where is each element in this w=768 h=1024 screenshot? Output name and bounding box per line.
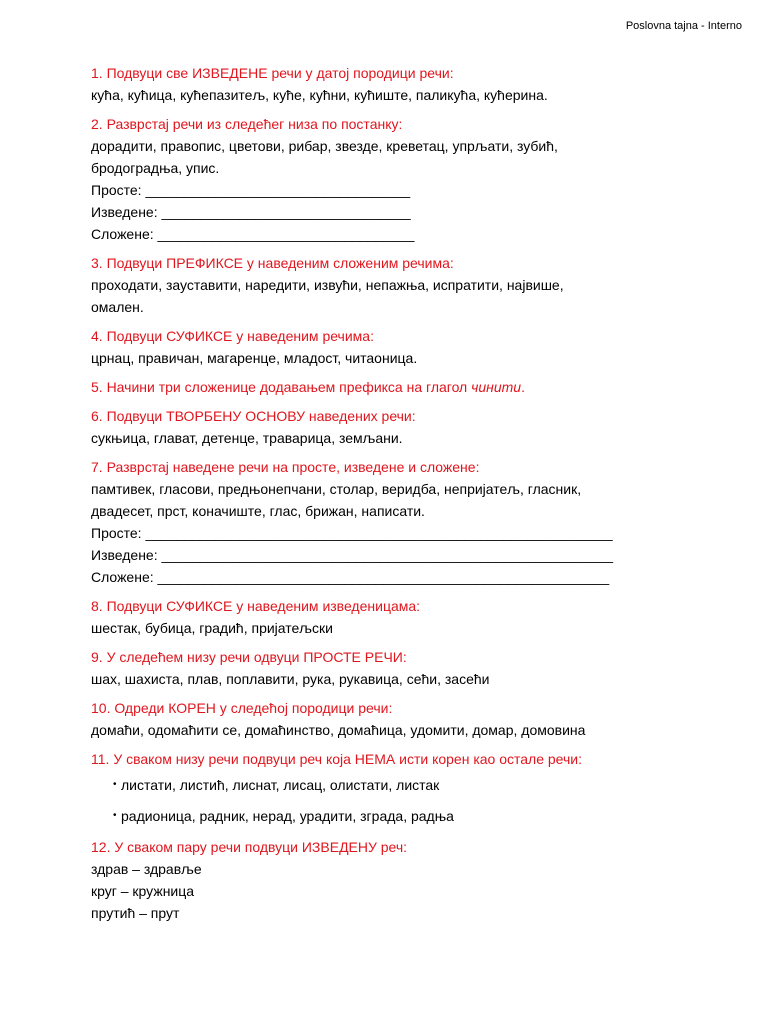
task-question: 4. Подвуци СУФИКСЕ у наведеним речима: [91,328,374,344]
task-line: двадесет, прст, коначиште, глас, брижан, написати. [91,503,425,519]
answer-line-simple: Просте: ____________________________________________________________ [91,525,613,541]
task-question: 10. Одреди КОРЕН у следећој породици речи: [91,700,393,716]
task-line: црнац, правичан, магаренце, младост, читаоница. [91,350,418,366]
task-line: проходати, зауставити, наредити, извући, непажња, испратити, највише, [91,277,564,293]
bullet-list [91,774,751,827]
answer-line-derived: Изведене: ________________________________ [91,204,411,220]
task-12 [91,836,751,924]
task-1 [91,62,751,106]
task-question-italic: чинити [471,379,522,395]
task-question: 12. У сваком пару речи подвуци ИЗВЕДЕНУ реч: [91,839,408,855]
task-question [91,376,751,398]
task-11 [91,748,751,827]
task-6 [91,405,751,449]
task-4 [91,325,751,369]
task-question: 2. Разврстај речи из следећег низа по постанку: [91,116,403,132]
task-question: 11. У сваком низу речи подвуци реч која НЕМА исти корен као остале речи: [91,751,583,767]
task-2 [91,113,751,245]
bullet-item: • радионица, радник, нерад, урадити, зграда, радња [91,805,751,827]
task-line: дорадити, правопис, цветови, рибар, звезде, креветац, упрљати, зубић, [91,138,558,154]
task-question: 7. Разврстај наведене речи на просте, изведене и сложене: [91,459,480,475]
task-line: шах, шахиста, плав, поплавити, рука, рукавица, сећи, засећи [91,671,490,687]
word-pair: прутић – прут [91,905,180,921]
answer-line-derived: Изведене: __________________________________________________________ [91,547,614,563]
task-9 [91,646,751,690]
task-line: домаћи, одомаћити се, домаћинство, домаћица, удомити, домар, домовина [91,722,586,738]
classification-label: Poslovna tajna - Interno [625,20,742,32]
task-line: сукњица, глават, детенце, траварица, земљани. [91,430,403,446]
answer-line-compound: Сложене: _________________________________ [91,226,415,242]
answer-line-compound: Сложене: __________________________________________________________ [91,569,610,585]
task-10 [91,697,751,741]
answer-line-simple: Просте: __________________________________ [91,182,411,198]
bullet-item: • листати, листић, лиснат, лисац, олистати, листак [91,774,751,796]
word-pair: здрав – здравље [91,861,202,877]
task-7 [91,456,751,588]
task-line: шестак, бубица, градић, пријатељски [91,620,333,636]
task-question: 9. У следећем низу речи одвуци ПРОСТЕ РЕЧИ: [91,649,407,665]
task-list [91,62,751,931]
task-question: 3. Подвуци ПРЕФИКСЕ у наведеним сложеним речима: [91,255,454,271]
task-line: кућа, кућица, кућепазитељ, куће, кућни, кућиште, паликућа, кућерина. [91,87,548,103]
task-question: 1. Подвуци све ИЗВЕДЕНЕ речи у датој породици речи: [91,65,454,81]
task-line: памтивек, гласови, предњонепчани, столар, веридба, непријатељ, гласник, [91,481,582,497]
task-question: 8. Подвуци СУФИКСЕ у наведеним изведеницама: [91,598,421,614]
task-5 [91,376,751,398]
task-line: омален. [91,299,144,315]
task-3 [91,252,751,318]
task-question-end: . [521,379,525,395]
task-line: бродоградња, упис. [91,160,220,176]
word-pair: круг – кружница [91,883,195,899]
task-question: 6. Подвуци ТВОРБЕНУ ОСНОВУ наведених речи: [91,408,416,424]
task-8 [91,595,751,639]
task-question-text: 5. Начини три сложенице додавањем префикса на глагол [91,379,472,395]
